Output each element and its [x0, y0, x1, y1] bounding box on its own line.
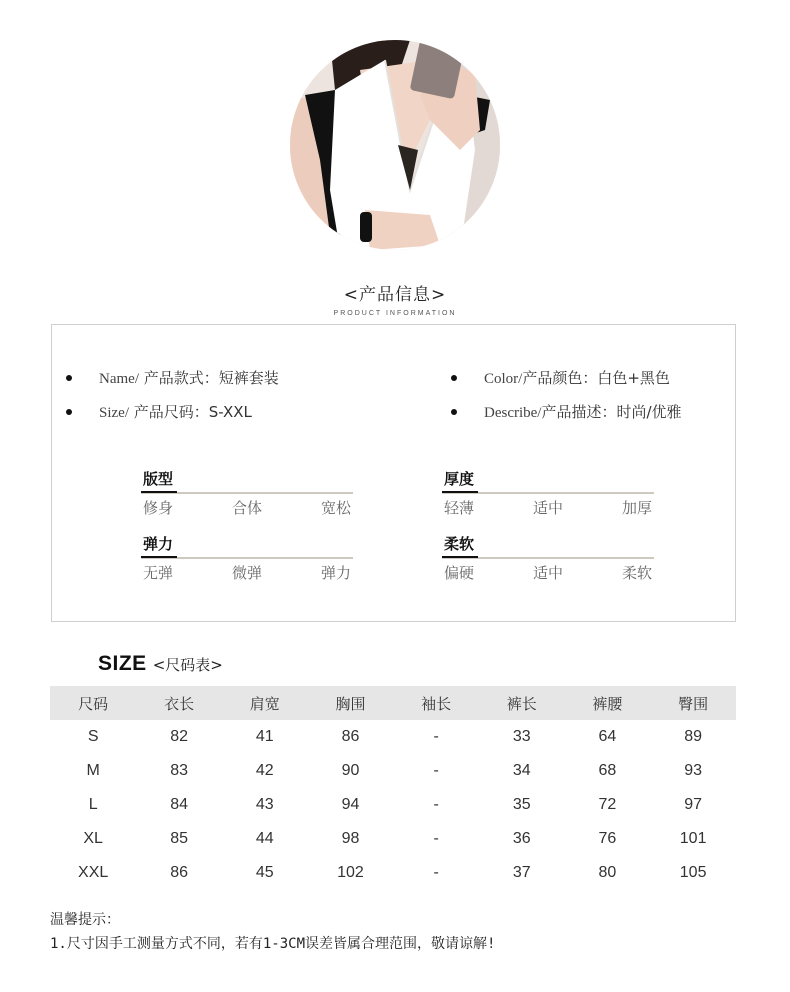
- info-name: [99, 367, 279, 388]
- info-name-value: 产品款式：短裤套装: [138, 369, 279, 387]
- table-cell: 86: [170, 864, 189, 881]
- attr-fit-label: 版型: [141, 468, 353, 490]
- table-cell: 64: [598, 728, 617, 745]
- column-header: 臀围: [650, 686, 736, 720]
- table-cell: 84: [170, 796, 189, 813]
- tips-line: 1.尺寸因手工测量方式不同，若有1-3CM误差皆属合理范围，敬请谅解!: [50, 936, 496, 952]
- table-cell: 101: [679, 830, 707, 847]
- product-photo: [290, 40, 500, 250]
- table-cell: 76: [598, 830, 617, 847]
- table-cell: 98: [341, 830, 360, 847]
- bullet-icon: [66, 409, 72, 415]
- info-color: [484, 367, 670, 388]
- table-cell: L: [88, 796, 98, 813]
- table-cell: -: [433, 864, 439, 881]
- column-header: 胸围: [308, 686, 394, 720]
- table-row: [50, 788, 736, 822]
- size-table: [50, 686, 736, 890]
- size-title: SIZE: [98, 652, 147, 675]
- table-row: [50, 754, 736, 788]
- table-cell: 97: [684, 796, 703, 813]
- info-size: [99, 401, 252, 422]
- tips-title: 温馨提示：: [50, 912, 120, 928]
- table-cell: XL: [83, 830, 103, 847]
- attr-elasticity-label: 弹力: [141, 533, 353, 555]
- table-cell: -: [433, 796, 439, 813]
- table-cell: 105: [679, 864, 707, 881]
- table-cell: 68: [598, 762, 617, 779]
- info-size-value: 产品尺码：S-XXL: [129, 403, 252, 421]
- table-row: [50, 856, 736, 890]
- bullet-icon: [66, 375, 72, 381]
- info-describe: [484, 401, 682, 422]
- table-header-row: [50, 686, 736, 720]
- product-info-box: [51, 324, 736, 622]
- attr-softness: [442, 533, 654, 583]
- attr-thickness-label: 厚度: [442, 468, 654, 490]
- table-row: [50, 720, 736, 754]
- info-describe-value: 产品描述：时尚/优雅: [541, 403, 682, 421]
- column-header: 袖长: [393, 686, 479, 720]
- table-cell: 80: [598, 864, 617, 881]
- attr-fit-option: 宽松: [320, 499, 351, 517]
- table-cell: 86: [341, 728, 360, 745]
- table-cell: 41: [255, 728, 274, 745]
- column-header: 衣长: [136, 686, 222, 720]
- product-info-subtitle: PRODUCT INFORMATION: [333, 310, 457, 317]
- attr-thickness-option: 加厚: [621, 499, 652, 517]
- table-cell: 45: [255, 864, 274, 881]
- attr-fit-option: 修身: [143, 499, 174, 517]
- table-cell: 35: [512, 796, 531, 813]
- tips-section: [50, 908, 495, 956]
- table-cell: 37: [512, 864, 531, 881]
- column-header: 裤腰: [565, 686, 651, 720]
- table-row: [50, 822, 736, 856]
- table-cell: 85: [170, 830, 189, 847]
- table-cell: M: [86, 762, 100, 779]
- table-cell: 34: [512, 762, 531, 779]
- attr-elasticity-option: 无弹: [143, 564, 174, 582]
- column-header: 尺码: [50, 686, 136, 720]
- size-heading: [98, 652, 223, 676]
- info-name-key: Name/: [99, 371, 139, 387]
- table-cell: 102: [337, 864, 364, 881]
- attr-softness-option: 适中: [532, 564, 563, 582]
- table-cell: 42: [255, 762, 274, 779]
- attr-thickness: [442, 468, 654, 518]
- table-cell: 83: [170, 762, 189, 779]
- attr-thickness-option: 轻薄: [444, 499, 475, 517]
- attr-thickness-option: 适中: [532, 499, 563, 517]
- attr-softness-option: 柔软: [621, 564, 652, 582]
- table-cell: 89: [684, 728, 703, 745]
- info-size-key: Size/: [99, 405, 129, 421]
- table-cell: 36: [512, 830, 531, 847]
- bullet-icon: [451, 409, 457, 415]
- model-illustration: [290, 40, 500, 250]
- attr-softness-label: 柔软: [442, 533, 654, 555]
- attr-fit-option: 合体: [231, 499, 262, 517]
- attr-elasticity-option: 微弹: [231, 564, 262, 582]
- column-header: 裤长: [479, 686, 565, 720]
- info-describe-key: Describe/: [484, 405, 542, 421]
- table-cell: 94: [341, 796, 360, 813]
- info-color-value: 产品颜色：白色+黑色: [522, 369, 670, 387]
- table-cell: XXL: [78, 864, 109, 881]
- table-cell: 44: [255, 830, 274, 847]
- attr-elasticity-option: 弹力: [320, 564, 351, 582]
- product-info-title: <产品信息>: [343, 285, 447, 305]
- product-info-heading: [0, 280, 790, 317]
- table-cell: 72: [598, 796, 617, 813]
- attr-elasticity: [141, 533, 353, 583]
- table-cell: 90: [341, 762, 360, 779]
- table-cell: -: [433, 728, 439, 745]
- table-cell: 82: [170, 728, 189, 745]
- table-cell: S: [87, 728, 99, 745]
- table-cell: -: [433, 762, 439, 779]
- table-cell: 33: [512, 728, 531, 745]
- table-cell: 43: [255, 796, 274, 813]
- attr-fit: [141, 468, 353, 518]
- table-cell: 93: [684, 762, 703, 779]
- bullet-icon: [451, 375, 457, 381]
- info-color-key: Color/: [484, 371, 523, 387]
- table-cell: -: [433, 830, 439, 847]
- attr-softness-option: 偏硬: [444, 564, 475, 582]
- size-subtitle: <尺码表>: [152, 656, 223, 674]
- column-header: 肩宽: [222, 686, 308, 720]
